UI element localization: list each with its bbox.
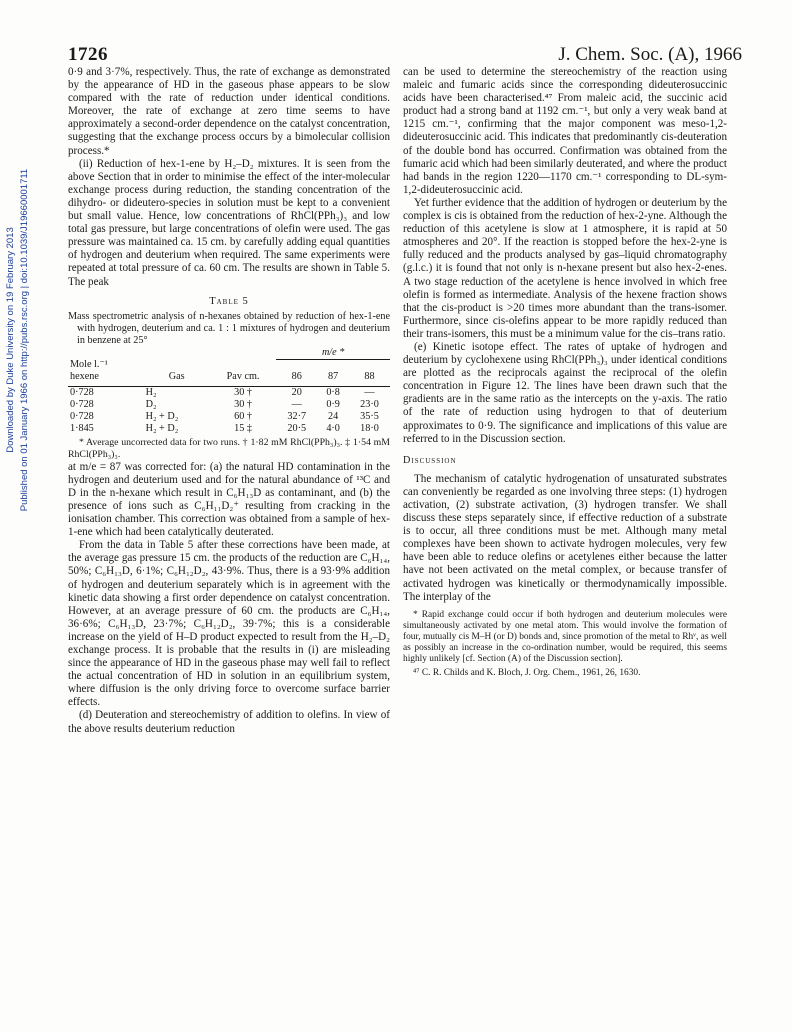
table-cell: 0·728 [70, 399, 94, 411]
table-cell: 0·9 [326, 399, 340, 411]
table-cell: 30 † [234, 387, 252, 399]
table-cell: 20·5 [287, 423, 307, 435]
table-cell: — [364, 387, 375, 399]
paragraph: (d) Deuteration and stereochemistry of addition to olefins. In view of the above results deuterium reduction [68, 709, 390, 735]
paragraph: (ii) Reduction of hex-1-ene by H₂–D₂ mixtures. It is seen from the above Section that in order to minimise the effect of the inter-molecular exchange process during reduction, the standing concentration of the dihydro- or dideutero-species in solution must be kept to a convenient but small value. Hence, low concentrations of RhCl(PPh₃)₃ and low total gas pressure, but large concentrations of olefin were used. The gas pressure was maintained ca. 15 cm. by carefully adding equal quantities of hydrogen and deuterium when required. The same experiments were repeated at total pressure of ca. 60 cm. The results are shown in Table 5. The peak [68, 157, 390, 288]
paragraph: at m/e = 87 was corrected for: (a) the natural HD contamination in the hydrogen and deuterium used and for the natural abundance of ¹³C and D in the n-hexane which result in C₆H₁₃D as contaminant, and (b) the presence of ions such as C₆H₁₁D₂⁺ resulting from cracking in the ionisation chamber. This correction was obtained from a sample of hex-1-ene which had been catalytically deuterated. [68, 460, 390, 539]
table-cell: 32·7 [287, 411, 307, 423]
paragraph: Yet further evidence that the addition of hydrogen or deuterium by the complex is cis is obtained from the reduction of hex-2-yne. Although the reduction of this acetylene is slow at 1 atmosphere, it is rapid at 50 atmospheres and 20°. If the reaction is stopped before the hex-2-yne is fully reduced and the products analysed by gas–liquid chromatography (g.l.c.) it is found that not only is n-hexane present but also hex-2-enes. A two stage reduction of the acetylene is hence involved in which free olefin is formed as intermediate. Analysis of the hexene fraction shows that the cis-product is >20 times more abundant than the trans-isomer. Furthermore, since cis-olefins appear to be more rapidly reduced than their trans-isomers, this must be a minimum value for the cis–trans ratio. [403, 196, 727, 340]
data-table [68, 347, 390, 436]
table-cell: 18·0 [360, 423, 379, 435]
table-cell: — [291, 399, 302, 411]
table-header-mle: m/e * [321, 346, 345, 358]
footnotes [403, 610, 727, 679]
table-header: hexene [70, 371, 99, 383]
download-watermark [4, 80, 18, 600]
footnote: * Rapid exchange could occur if both hydrogen and deuterium molecules were simultaneously activated by one metal atom. This would involve the formation of four, mutually cis M–H (or D) bonds and, since promotion of the metal to Rhᵛ, as well as possibly an increase in the co-ordination number, would be required, this seems highly unlikely [cf. Section (A) of the Discussion section]. [403, 609, 727, 664]
table-cell: 35·5 [360, 411, 379, 423]
table-header: Pav cm. [226, 371, 260, 383]
table-cell: 0·728 [70, 411, 94, 423]
table-caption: Mass spectrometric analysis of n-hexanes obtained by reduction of hex-1-ene with hydrogen, deuterium and ca. 1 : 1 mixtures of hydrogen and deuterium in benzene at 25° [68, 310, 390, 346]
journal-title: J. Chem. Soc. (A), 1966 [558, 44, 742, 65]
table-header: Gas [168, 371, 185, 383]
table-cell: 20 [291, 387, 302, 399]
page-number: 1726 [68, 44, 108, 65]
table-title: Table 5 [209, 295, 249, 307]
table-cell: 23·0 [360, 399, 379, 411]
table-header: 87 [328, 371, 339, 383]
table-cell: D₂ [145, 399, 157, 411]
table-cell: 30 † [234, 399, 252, 411]
table-row [68, 411, 390, 423]
table-cell: 4·0 [326, 423, 340, 435]
paragraph: From the data in Table 5 after these corrections have been made, at the average gas pressure 15 cm. the products of the reduction are C₆H₁₄, 50%; C₆H₁₃D, 6·1%; C₆H₁₂D₂, 43·9%. Thus, there is a 93·9% addition of hydrogen and deuterium separately which is in agreement with the kinetic data showing a first order dependence on catalyst concentration. However, at an average pressure of 60 cm. the products are C₆H₁₄, 36·6%; C₆H₁₃D, 23·7%; C₆H₁₂D₂, 39·7%; this is a considerable increase on the yield of H–D product expected to result from the H₂–D₂ exchange process. It is probable that the results in (i) are misleading since the appearance of HD in the gaseous phase may well fail to reflect the actual concentration of HD in solution in an equilibrium system, where diffusion is the only driving force to overcome surface barrier effects. [68, 539, 390, 709]
table-header: 88 [364, 371, 375, 383]
paragraph: (e) Kinetic isotope effect. The rates of uptake of hydrogen and deuterium by cyclohexene using RhCl(PPh₃)₃ under identical conditions are plotted as the reciprocals against the reciprocal of the olefin concentration in Figure 12. The lines have been drawn such that the gradients are in the same ratio as the intercepts on the y-axis. The ratio of the rate of reduction using hydrogen to that of deuterium approximates to 0·9. The significance and implications of this value are referred to in the Discussion section. [403, 340, 727, 445]
table-row [68, 399, 390, 411]
table-footnote: * Average uncorrected data for two runs. † 1·82 mM RhCl(PPh₃)₃. ‡ 1·54 mM RhCl(PPh₃)₃. [68, 437, 390, 461]
paragraph: 0·9 and 3·7%, respectively. Thus, the rate of exchange as demonstrated by the appearance of HD in the gaseous phase appears to be slow compared with the rate of reduction under identical conditions. Moreover, the rate of exchange at zero time seems to have approximately a second-order dependence on the catalyst concentration, suggesting that the exchange process occurs by a bimolecular collision process.* [68, 66, 390, 157]
table-cell: 15 ‡ [234, 423, 252, 435]
table-cell: H₂ [145, 387, 157, 399]
table-cell: H₂ + D₂ [145, 423, 179, 435]
table-row [68, 387, 390, 400]
paragraph: The mechanism of catalytic hydrogenation of unsaturated substrates can conveniently be regarded as one involving three steps: (1) hydrogen activation, (2) substrate activation, (3) hydrogen transfer. We shall discuss these steps separately since, if effective reduction of a substrate is to occur, all three conditions must be met. Although many metal complexes have been shown to activate hydrogen molecules, very few have been able to reduce olefins or acetylenes either because the latter have not been activated on the metal complex, or because transfer of activated hydrogen was kinetically or thermodynamically impossible. The interplay of the [403, 472, 727, 603]
section-heading: Discussion [403, 454, 457, 466]
table-cell: 1·845 [70, 423, 94, 435]
table-header: 86 [291, 371, 302, 383]
download-note: Downloaded by Duke University on 19 February 2013 [5, 227, 16, 453]
table-cell: H₂ + D₂ [145, 411, 179, 423]
table-cell: 0·8 [326, 387, 340, 399]
table-header: Mole l.⁻¹ [70, 359, 108, 371]
table-cell: 24 [328, 411, 339, 423]
reference: ⁴⁷ C. R. Childs and K. Bloch, J. Org. Chem., 1961, 26, 1630. [413, 667, 641, 678]
left-column [68, 66, 390, 736]
table-row [68, 423, 390, 435]
publication-watermark [18, 80, 32, 600]
table-cell: 60 † [234, 411, 252, 423]
right-column [403, 66, 727, 682]
table-cell: 0·728 [70, 387, 94, 399]
paragraph: can be used to determine the stereochemistry of the reaction using maleic and fumaric acids since the corresponding dideuterosuccinic acids have been characterised.⁴⁷ From maleic acid, the succinic acid product had a strong band at 1192 cm.⁻¹, but only a very weak band at 1215 cm.⁻¹, confirming that the major component was meso-1,2-dideuterosuccinic acid. This indicates that predominantly cis-deuteration of the double bond has occurred. Confirmation was obtained from the fumaric acid which had been similarly deuterated, and where the product had bands in the region 1220—1170 cm.⁻¹ corresponding to DL-sym-1,2-dideuterosuccinic acid. [403, 66, 727, 196]
publication-note[interactable]: Published on 01 January 1966 on http://pubs.rsc.org | doi:10.1039/J19660001711 [19, 168, 30, 512]
